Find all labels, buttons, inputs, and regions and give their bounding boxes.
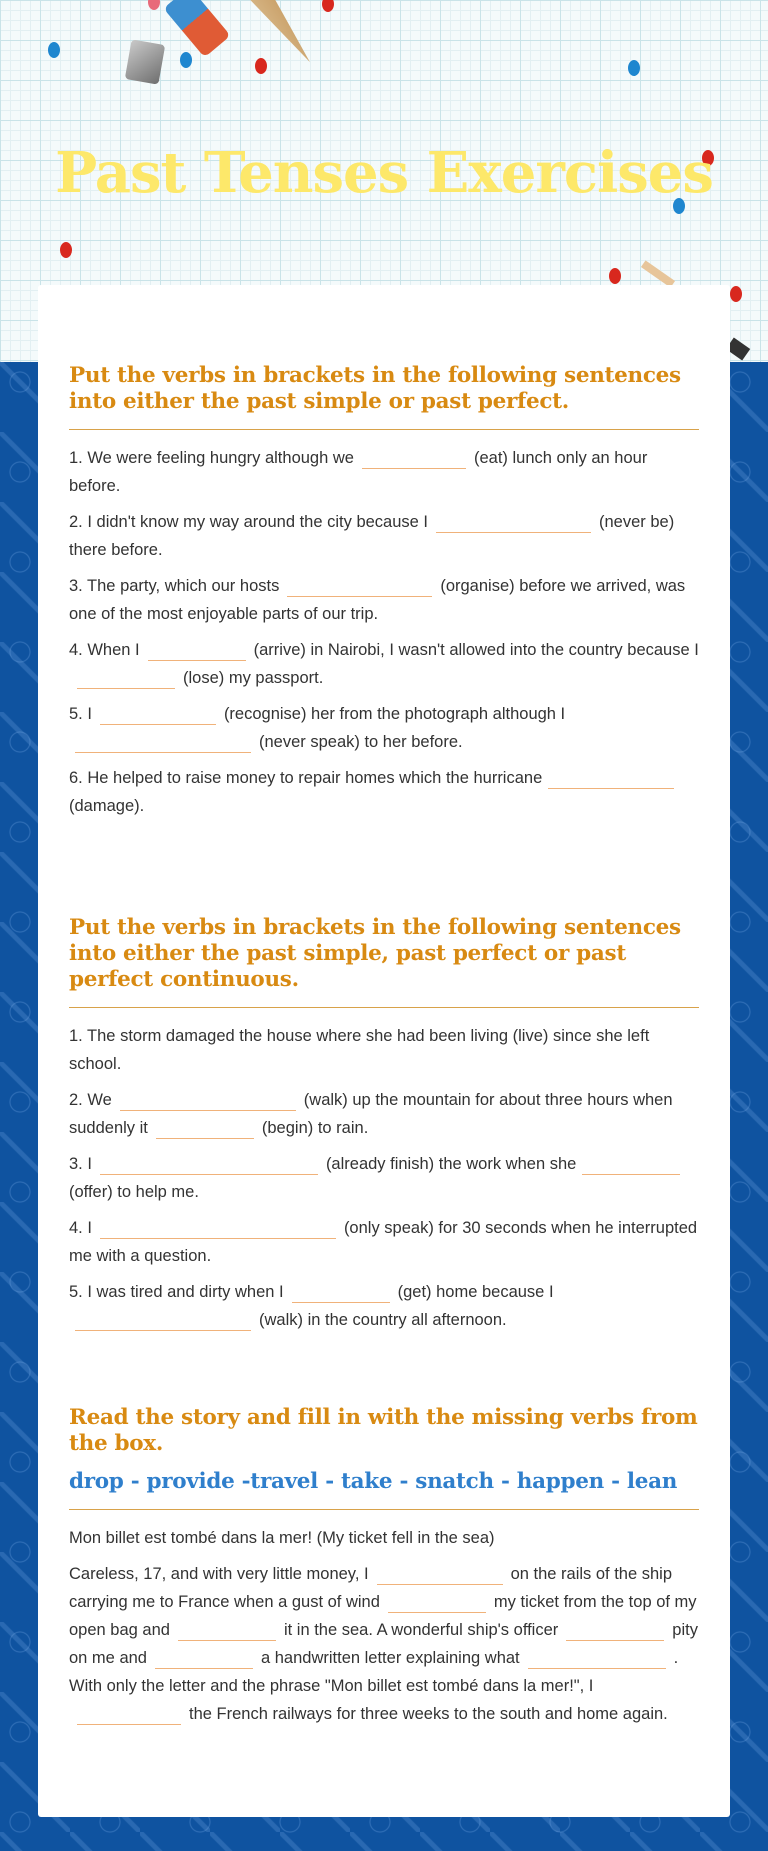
story-fragment: it in the sea. A wonderful ship's officer	[283, 1621, 559, 1639]
question-2	[69, 508, 699, 564]
question-4	[69, 636, 699, 692]
ruler-decoration	[212, 0, 322, 75]
story-fragment: my ticket from the top of my open bag and	[69, 1593, 697, 1639]
answer-blank[interactable]	[548, 770, 674, 789]
answer-blank[interactable]	[566, 1622, 664, 1641]
answer-blank[interactable]	[120, 1092, 296, 1111]
answer-blank[interactable]	[155, 1650, 253, 1669]
dot-decoration	[322, 0, 334, 12]
question-text: 1. We were feeling hungry although we	[69, 449, 354, 467]
answer-blank[interactable]	[75, 734, 251, 753]
story-fragment: Careless, 17, and with very little money, I	[69, 1565, 369, 1583]
section-heading: Put the verbs in brackets in the following sentences into either the past simple or past perfect.	[69, 363, 681, 414]
story-fragment: on the rails of the ship carrying me to France when a gust of wind	[69, 1565, 673, 1611]
story-text	[69, 1560, 699, 1728]
question-text: (walk) in the country all afternoon.	[259, 1311, 507, 1329]
dot-decoration	[628, 60, 640, 76]
question-text: (never be) there before.	[69, 513, 675, 559]
dot-decoration	[148, 0, 160, 10]
worksheet-card	[38, 285, 730, 1817]
answer-blank[interactable]	[100, 706, 216, 725]
story-fragment: a handwritten letter explaining what	[260, 1649, 520, 1667]
dot-decoration	[48, 42, 60, 58]
question-2	[69, 1086, 699, 1142]
page-title: Past Tenses Exercises	[55, 140, 713, 206]
question-text: 4. When I	[69, 641, 140, 659]
answer-blank[interactable]	[388, 1594, 486, 1613]
question-3	[69, 572, 699, 628]
answer-blank[interactable]	[582, 1156, 680, 1175]
question-5	[69, 700, 699, 756]
story-title: Mon billet est tombé dans la mer! (My ticket fell in the sea)	[69, 1529, 495, 1547]
answer-blank[interactable]	[77, 1706, 181, 1725]
question-text: 6. He helped to raise money to repair homes which the hurricane	[69, 769, 543, 787]
question-text: 5. I was tired and dirty when I	[69, 1283, 284, 1301]
question-1	[69, 444, 699, 500]
question-text: (recognise) her from the photograph although I	[223, 705, 566, 723]
story-fragment: pity on me and	[69, 1621, 698, 1667]
answer-blank[interactable]	[287, 578, 432, 597]
answer-blank[interactable]	[292, 1284, 390, 1303]
question-text: (already finish) the work when she	[325, 1155, 577, 1173]
dot-decoration	[180, 52, 192, 68]
story-fragment: the French railways for three weeks to the south and home again.	[189, 1705, 668, 1723]
question-text: (begin) to rain.	[261, 1119, 369, 1137]
question-text: (never speak) to her before.	[259, 733, 463, 751]
answer-blank[interactable]	[377, 1566, 503, 1585]
answer-blank[interactable]	[178, 1622, 276, 1641]
sharpener-decoration	[125, 39, 165, 84]
answer-blank[interactable]	[436, 514, 591, 533]
question-6	[69, 764, 699, 820]
question-text: 4. I	[69, 1219, 92, 1237]
exercise-section-1	[69, 363, 699, 828]
question-1	[69, 1022, 699, 1078]
section-heading: Read the story and fill in with the missing verbs from the box.	[69, 1405, 698, 1456]
question-text: (walk) up the mountain for about three hours when suddenly it	[69, 1091, 673, 1137]
question-5	[69, 1278, 699, 1334]
question-text: 3. The party, which our hosts	[69, 577, 280, 595]
story-fragment: . With only the letter and the phrase "Mon billet est tombé dans la mer!", I	[69, 1649, 679, 1695]
question-text: 2. We	[69, 1091, 112, 1109]
question-text: (only speak) for 30 seconds when he interrupted me with a question.	[69, 1219, 698, 1265]
answer-blank[interactable]	[156, 1120, 254, 1139]
dot-decoration	[60, 242, 72, 258]
exercise-section-2	[69, 915, 699, 1342]
divider	[69, 429, 699, 430]
answer-blank[interactable]	[77, 670, 175, 689]
dot-decoration	[609, 268, 621, 284]
verb-box: drop - provide -travel - take - snatch - happen - lean	[69, 1469, 678, 1494]
answer-blank[interactable]	[100, 1220, 336, 1239]
answer-blank[interactable]	[528, 1650, 666, 1669]
eraser-decoration	[163, 0, 230, 57]
divider	[69, 1007, 699, 1008]
answer-blank[interactable]	[75, 1312, 251, 1331]
question-text: 5. I	[69, 705, 92, 723]
answer-blank[interactable]	[362, 450, 466, 469]
dot-decoration	[730, 286, 742, 302]
question-text: (lose) my passport.	[183, 669, 324, 687]
pencil-decoration	[641, 260, 675, 287]
answer-blank[interactable]	[100, 1156, 318, 1175]
section-heading: Put the verbs in brackets in the following sentences into either the past simple, past perfect or past perfect continuous.	[69, 915, 681, 992]
exercise-section-3	[69, 1405, 699, 1736]
question-3	[69, 1150, 699, 1206]
question-text: (organise) before we arrived, was one of the most enjoyable parts of our trip.	[69, 577, 686, 623]
question-text: (arrive) in Nairobi, I wasn't allowed into the country because I	[253, 641, 699, 659]
answer-blank[interactable]	[148, 642, 246, 661]
question-4	[69, 1214, 699, 1270]
dot-decoration	[255, 58, 267, 74]
question-text: 3. I	[69, 1155, 92, 1173]
question-text: (eat) lunch only an hour before.	[69, 449, 648, 495]
question-text: (damage).	[69, 797, 145, 815]
question-text: (get) home because I	[397, 1283, 554, 1301]
question-text: (offer) to help me.	[69, 1183, 199, 1201]
divider	[69, 1509, 699, 1510]
question-text: 1. The storm damaged the house where she had been living (live) since she left school.	[69, 1027, 650, 1073]
question-text: 2. I didn't know my way around the city because I	[69, 513, 429, 531]
